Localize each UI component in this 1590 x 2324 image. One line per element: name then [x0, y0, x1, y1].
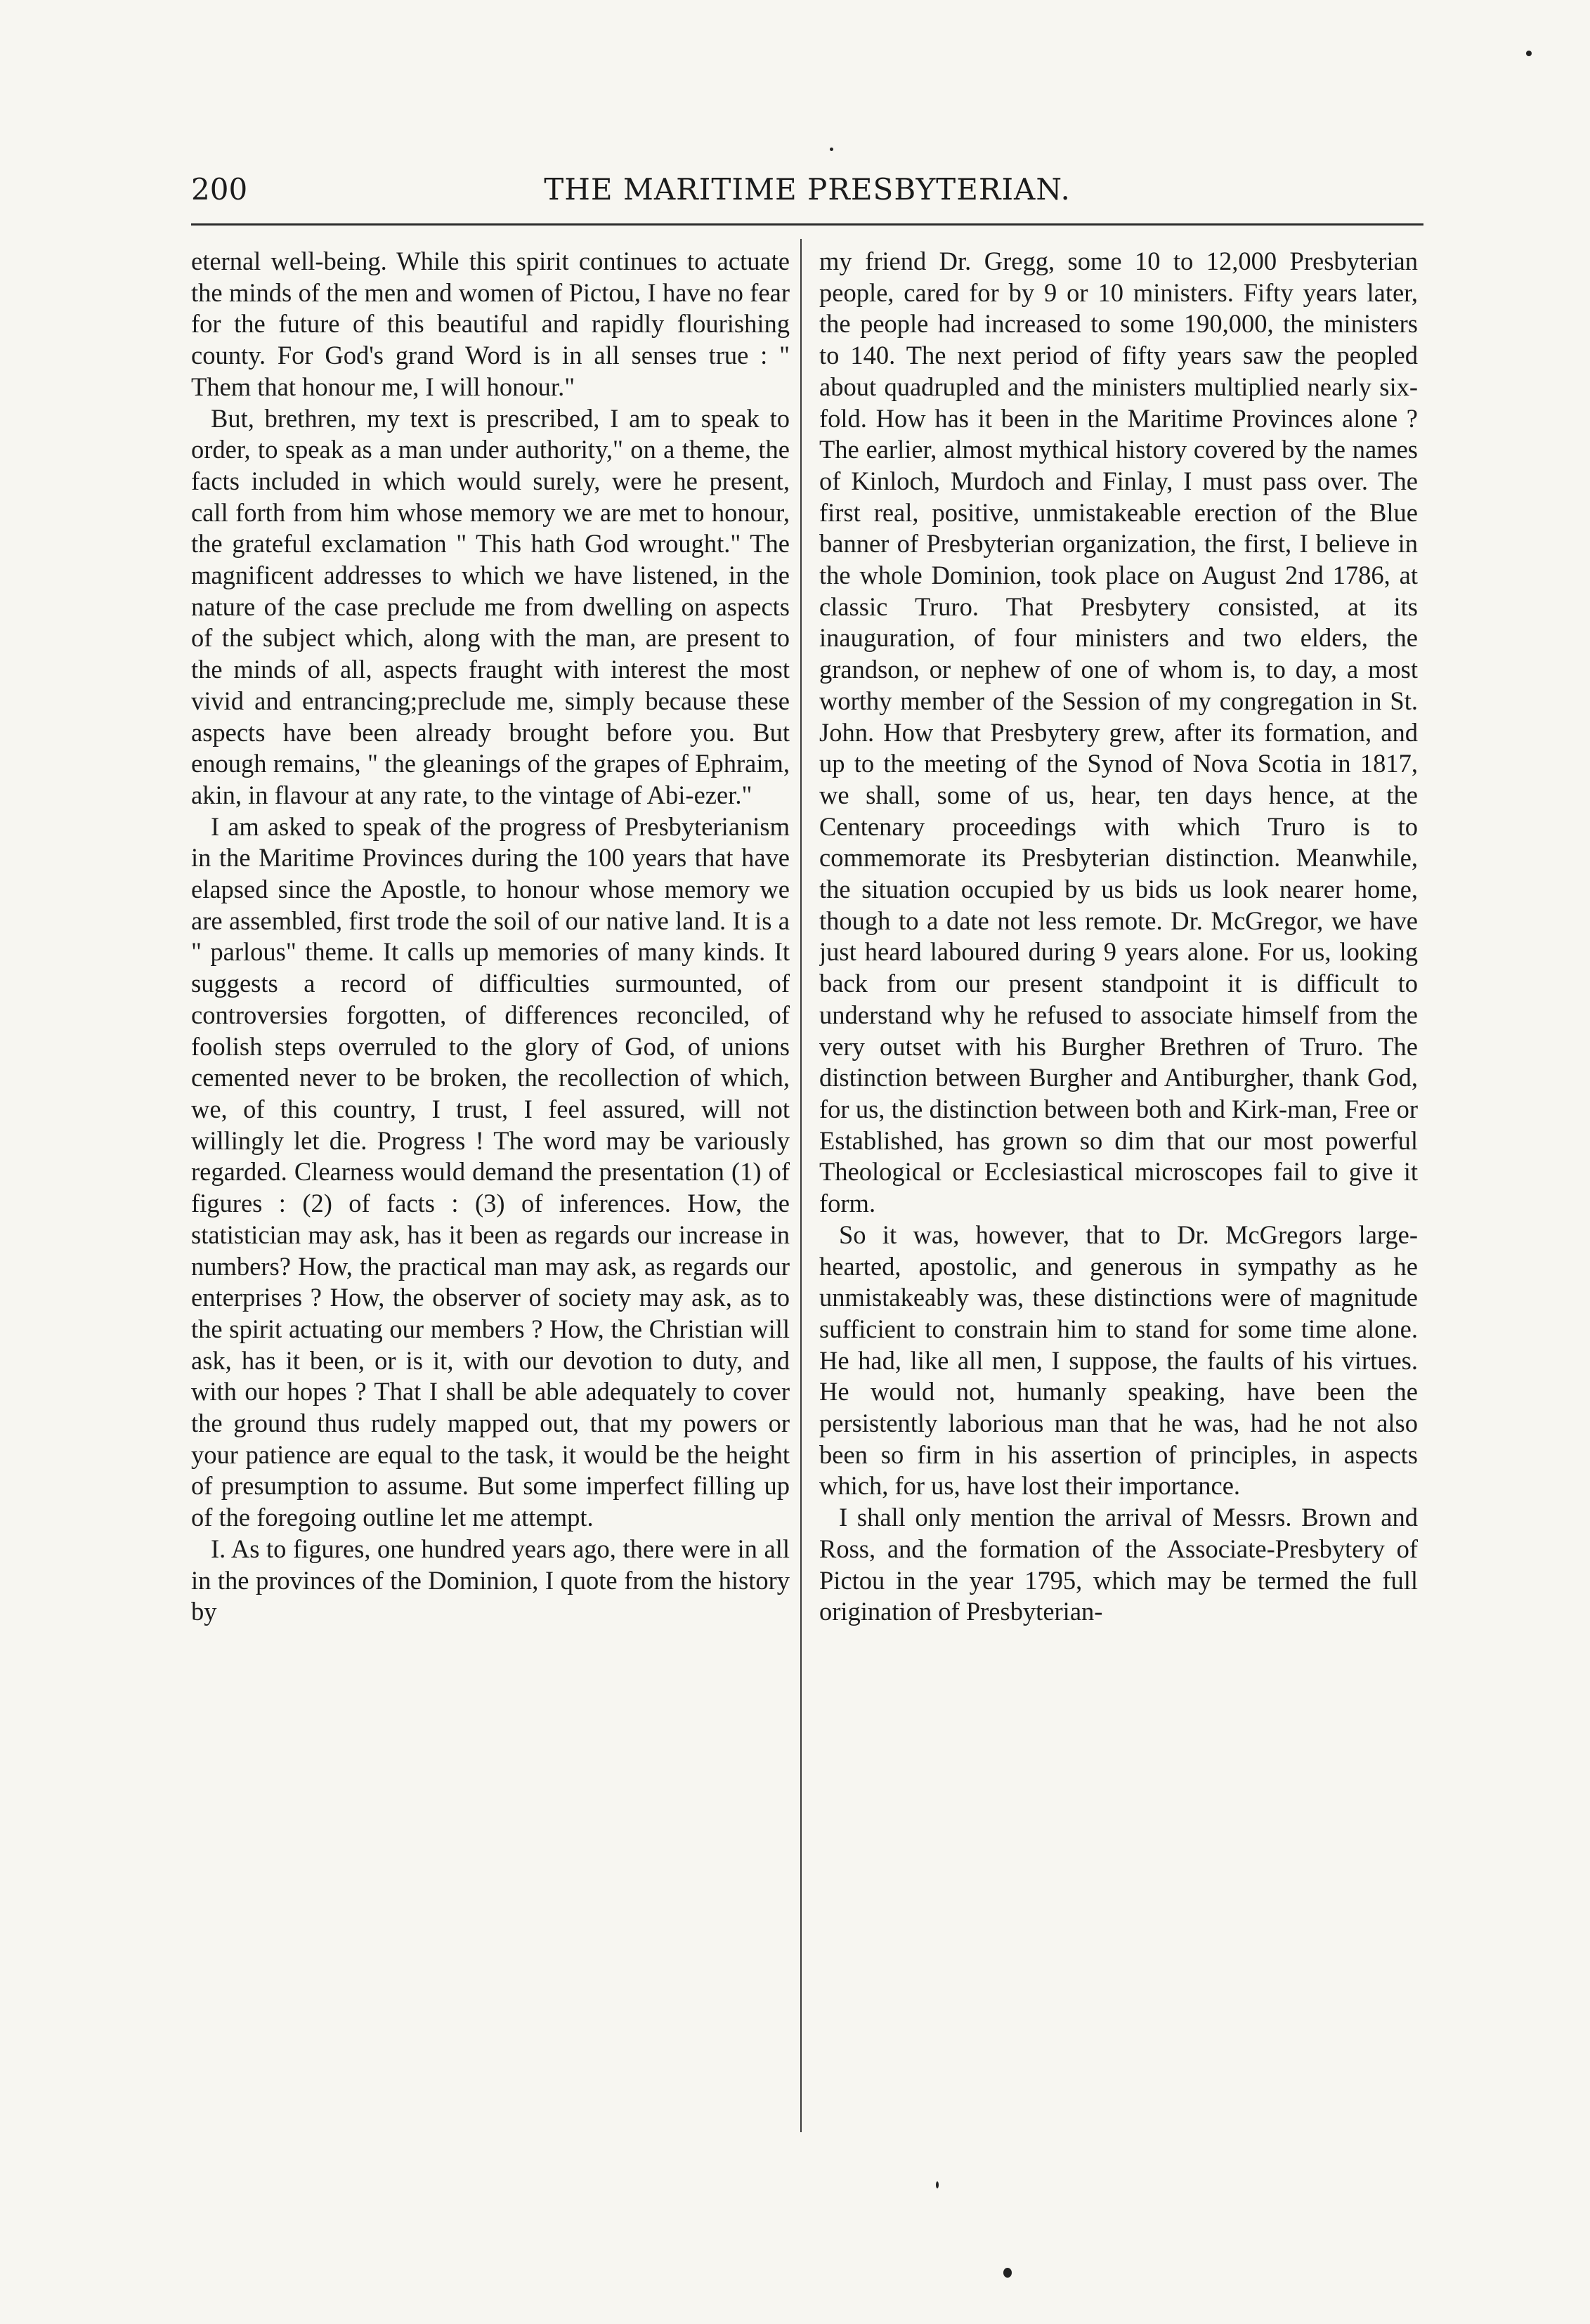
page-number: 200 — [191, 172, 248, 207]
paragraph: I. As to figures, one hundred years ago, there were in all in the provinces of the Dominion, I quote from the history by — [191, 1534, 790, 1626]
print-speck — [936, 2181, 939, 2188]
column-divider — [800, 239, 802, 2132]
journal-title: THE MARITIME PRESBYTERIAN. — [544, 172, 1071, 207]
paragraph: my friend Dr. Gregg, some 10 to 12,000 Presbyterian people, cared for by 9 or 10 ministers. Fifty years later, the people had increased to some 190,000, the ministers to 140. The next period of fifty years saw the peopled about quadrupled and the ministers multiplied nearly six-fold. How has it been in the Maritime Provinces alone ? The earlier, almost mythical history covered by the names of Kinloch, Murdoch and Finlay, I must pass over. The first real, positive, unmistakeable erection of the Blue banner of Presbyterian organization, the first, I believe in the whole Dominion, took place on August 2nd 1786, at classic Truro. That Presbytery consisted, at its inauguration, of four ministers and two elders, the grandson, or nephew of one of whom is, to day, a most worthy member of the Session of my congregation in St. John. How that Presbytery grew, after its formation, and up to the meeting of the Synod of Nova Scotia in 1817, we shall, some of us, hear, ten days hence, at the Centenary proceedings with which Truro is to commemorate its Presbyterian distinction. Meanwhile, the situation occupied by us bids us look nearer home, though to a date not less remote. Dr. McGregor, we have just heard laboured during 9 years alone. For us, looking back from our present standpoint it is difficult to understand why he refused to associate himself from the very outset with his Burgher Brethren of Truro. The distinction between Burgher and Antiburgher, thank God, for us, the distinction between both and Kirk-man, Free or Established, has grown so dim that our most powerful Theological or Ecclesiastical microscopes fail to give it form. — [819, 247, 1418, 1218]
paragraph: I shall only mention the arrival of Messrs. Brown and Ross, and the formation of the Associate-Presbytery of Pictou in the year 1795, which may be termed the full origination of Presbyterian- — [819, 1503, 1418, 1626]
paragraph: But, brethren, my text is prescribed, I am to speak to order, to speak as a man under authority," on a theme, the facts included in which would surely, were he present, call forth from him whose memory we are met to honour, the grateful exclamation " This hath God wrought." The magnificent addresses to which we have listened, in the nature of the case preclude me from dwelling on aspects of the subject which, along with the man, are present to the minds of all, aspects fraught with interest the most vivid and entrancing;preclude me, simply because these aspects have been already brought before you. But enough remains, " the gleanings of the grapes of Ephraim, akin, in flavour at any rate, to the vintage of Abi-ezer." — [191, 403, 790, 809]
left-column — [191, 246, 790, 2129]
paragraph: I am asked to speak of the progress of Presbyterianism in the Maritime Provinces during the 100 years that have elapsed since the Apostle, to honour whose memory we are assembled, first trode the soil of our native land. It is a " parlous" theme. It calls up memories of many kinds. It suggests a record of difficulties surmounted, of controversies forgotten, of differences reconciled, of foolish steps overruled to the glory of God, of unions cemented never to be broken, the recollection of which, we, of this country, I trust, I feel assured, will not willingly let die. Progress ! The word may be variously regarded. Clearness would demand the presentation (1) of figures : (2) of facts : (3) of inferences. How, the statistician may ask, has it been as regards our increase in numbers? How, the practical man may ask, as regards our enterprises ? How, the observer of society may ask, as to the spirit actuating our members ? How, the Christian will ask, has it been, or is it, with our devotion to duty, and with our hopes ? That I shall be able adequately to cover the ground thus rudely mapped out, that my powers or your patience are equal to the task, it would be the height of presumption to assume. But some imperfect filling up of the foregoing outline let me attempt. — [191, 811, 790, 1532]
print-speck — [830, 148, 833, 151]
right-column — [819, 246, 1418, 2129]
paragraph: So it was, however, that to Dr. McGregors large-hearted, apostolic, and generous in sympathy as he unmistakeably was, these distinctions were of magnitude sufficient to constrain him to stand for some time alone. He had, like all men, I suppose, the faults of his virtues. He would not, humanly speaking, have been the persistently laborious man that he was, had he not also been so firm in his assertion of principles, in aspects which, for us, have lost their importance. — [819, 1220, 1418, 1501]
print-speck — [1003, 2268, 1012, 2278]
paragraph: eternal well-being. While this spirit continues to actuate the minds of the men and women of Pictou, I have no fear for the future of this beautiful and rapidly flourishing county. For God's grand Word is in all senses true : " Them that honour me, I will honour." — [191, 247, 790, 401]
running-head — [191, 169, 1423, 211]
header-rule — [191, 223, 1423, 226]
print-speck — [1526, 51, 1532, 56]
